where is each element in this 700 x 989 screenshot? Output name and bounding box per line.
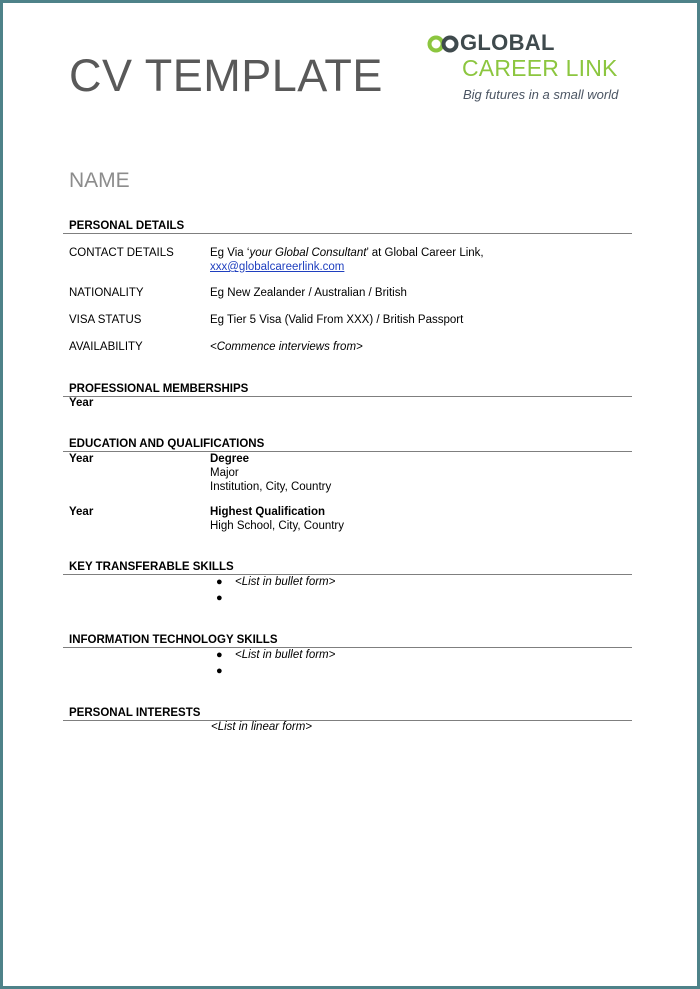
education-year: Year bbox=[69, 453, 94, 465]
availability-value: <Commence interviews from> bbox=[210, 341, 363, 353]
visa-status-label: VISA STATUS bbox=[69, 314, 142, 326]
section-heading: PERSONAL INTERESTS bbox=[63, 706, 632, 721]
section-heading: PROFESSIONAL MEMBERSHIPS bbox=[63, 382, 632, 397]
personal-interests-section bbox=[63, 706, 632, 721]
memberships-section bbox=[63, 382, 632, 397]
visa-status-value: Eg Tier 5 Visa (Valid From XXX) / British Passport bbox=[210, 314, 464, 326]
contact-email-link[interactable]: xxx@globalcareerlink.com bbox=[210, 261, 345, 273]
name-placeholder: NAME bbox=[69, 169, 130, 192]
bullet-icon: ● bbox=[216, 576, 223, 588]
education-high-school: High School, City, Country bbox=[210, 520, 345, 532]
logo-global-text: GLOBAL bbox=[460, 30, 555, 55]
membership-year: Year bbox=[69, 397, 94, 409]
skills-bullet-text: <List in bullet form> bbox=[235, 576, 336, 588]
interests-text: <List in linear form> bbox=[211, 721, 312, 733]
document-title: CV TEMPLATE bbox=[69, 50, 383, 101]
education-institution: Institution, City, Country bbox=[210, 481, 332, 493]
logo-tagline: Big futures in a small world bbox=[463, 87, 619, 102]
bullet-icon: ● bbox=[216, 592, 223, 604]
nationality-label: NATIONALITY bbox=[69, 287, 144, 299]
section-heading: KEY TRANSFERABLE SKILLS bbox=[63, 560, 632, 575]
global-career-link-logo bbox=[427, 30, 657, 110]
bullet-icon: ● bbox=[216, 665, 223, 677]
education-major: Major bbox=[210, 467, 239, 479]
availability-label: AVAILABILITY bbox=[69, 341, 143, 353]
it-skills-bullet-text: <List in bullet form> bbox=[235, 649, 336, 661]
contact-details-value: Eg Via ‘your Global Consultant’ at Global Career Link, bbox=[210, 247, 484, 259]
section-heading: INFORMATION TECHNOLOGY SKILLS bbox=[63, 633, 632, 648]
transferable-skills-section bbox=[63, 560, 632, 575]
education-highest-qualification: Highest Qualification bbox=[210, 506, 326, 518]
bullet-icon: ● bbox=[216, 649, 223, 661]
education-degree: Degree bbox=[210, 453, 249, 465]
it-skills-section bbox=[63, 633, 632, 648]
personal-details-section bbox=[63, 219, 632, 234]
section-heading: PERSONAL DETAILS bbox=[63, 219, 632, 234]
education-year: Year bbox=[69, 506, 94, 518]
logo-career-link-text: CAREER LINK bbox=[462, 55, 618, 81]
nationality-value: Eg New Zealander / Australian / British bbox=[210, 287, 407, 299]
education-section bbox=[63, 437, 632, 452]
contact-details-label: CONTACT DETAILS bbox=[69, 247, 174, 259]
infinity-logo-icon bbox=[427, 34, 459, 54]
section-heading: EDUCATION AND QUALIFICATIONS bbox=[63, 437, 632, 452]
